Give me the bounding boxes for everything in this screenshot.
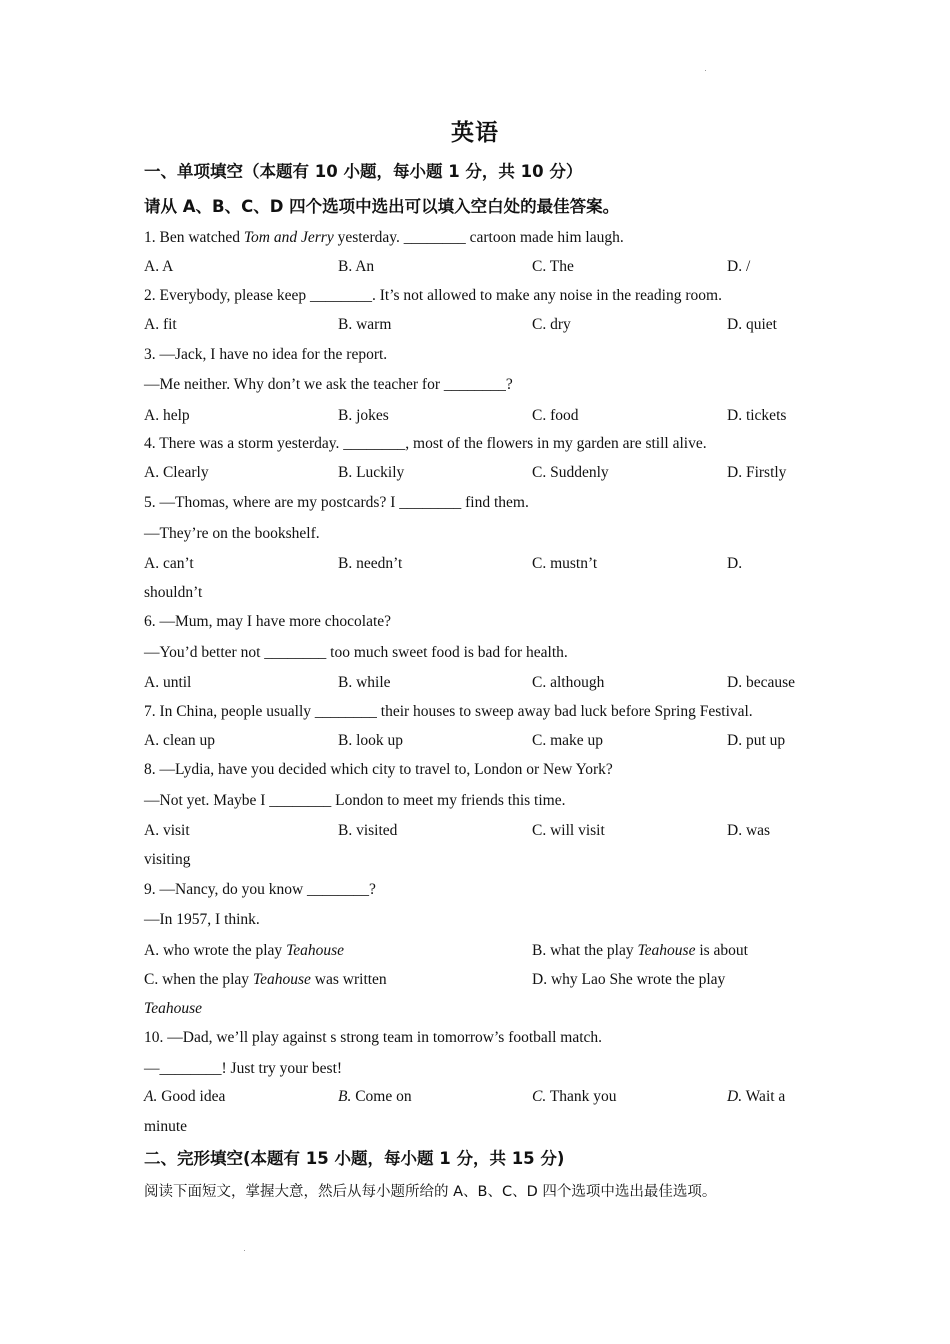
q8-stem-line2: —Not yet. Maybe I ________ London to meet my friends this time. — [144, 792, 566, 809]
section2-instruction: 阅读下面短文，掌握大意，然后从每小题所给的 A、B、C、D 四个选项中选出最佳选项。 — [144, 1184, 717, 1200]
q9-option-a: A. who wrote the play Teahouse — [144, 942, 345, 959]
q6-stem-line2: —You’d better not ________ too much sweet food is bad for health. — [144, 644, 568, 661]
q4-stem: 4. There was a storm yesterday. ________, most of the flowers in my garden are still alive. — [144, 435, 707, 452]
q1-option-c: C. The — [532, 258, 574, 275]
q5-option-c: C. mustn’t — [532, 555, 598, 572]
q2-option-b: B. warm — [338, 316, 392, 333]
q3-option-a: A. help — [144, 407, 190, 424]
q2-option-d: D. quiet — [727, 316, 777, 333]
q4-option-b: B. Luckily — [338, 464, 405, 481]
q1-option-d: D. / — [727, 258, 751, 275]
q4-option-d: D. Firstly — [727, 464, 787, 481]
q4-option-c: C. Suddenly — [532, 464, 609, 481]
q8-stem-line1: 8. —Lydia, have you decided which city to travel to, London or New York? — [144, 761, 613, 778]
q2-option-a: A. fit — [144, 316, 177, 333]
q3-stem-line2: —Me neither. Why don’t we ask the teacher for ________? — [144, 376, 513, 393]
page-title: 英语 — [451, 120, 499, 146]
q1-option-a: A. A — [144, 258, 174, 275]
q5-option-a: A. can’t — [144, 555, 194, 572]
q10-option-d: D. Wait a — [727, 1088, 786, 1105]
q10-option-c: C. Thank you — [532, 1088, 617, 1105]
q6-option-a: A. until — [144, 674, 192, 691]
q5-option-d-continued: shouldn’t — [144, 584, 203, 601]
q6-option-c: C. although — [532, 674, 605, 691]
q6-option-b: B. while — [338, 674, 391, 691]
q10-stem-line1: 10. —Dad, we’ll play against s strong team in tomorrow’s football match. — [144, 1029, 603, 1046]
q7-option-c: C. make up — [532, 732, 604, 749]
section1-heading: 一、单项填空（本题有 10 小题，每小题 1 分，共 10 分） — [144, 162, 583, 181]
q3-stem-line1: 3. —Jack, I have no idea for the report. — [144, 346, 388, 363]
scan-dot-top — [705, 70, 706, 71]
q6-stem-line1: 6. —Mum, may I have more chocolate? — [144, 613, 392, 630]
q7-option-d: D. put up — [727, 732, 786, 749]
q2-stem: 2. Everybody, please keep ________. It’s not allowed to make any noise in the reading room. — [144, 287, 722, 304]
q9-option-d: D. why Lao She wrote the play — [532, 971, 726, 988]
q10-option-d-continued: minute — [144, 1118, 188, 1135]
q7-stem: 7. In China, people usually ________ their houses to sweep away bad luck before Spring Festival. — [144, 703, 753, 720]
q8-option-d: D. was — [727, 822, 771, 839]
q1-option-b: B. An — [338, 258, 375, 275]
q9-stem-line1: 9. —Nancy, do you know ________? — [144, 881, 376, 898]
q2-option-c: C. dry — [532, 316, 571, 333]
q5-stem-line1: 5. —Thomas, where are my postcards? I ________ find them. — [144, 494, 529, 511]
q8-option-d-continued: visiting — [144, 851, 191, 868]
q5-option-b: B. needn’t — [338, 555, 403, 572]
section1-instruction: 请从 A、B、C、D 四个选项中选出可以填入空白处的最佳答案。 — [144, 197, 620, 216]
q9-option-c: C. when the play Teahouse was written — [144, 971, 387, 988]
q7-option-a: A. clean up — [144, 732, 216, 749]
q9-option-b: B. what the play Teahouse is about — [532, 942, 748, 959]
q9-option-d-continued: Teahouse — [144, 1000, 202, 1017]
q7-option-b: B. look up — [338, 732, 404, 749]
q8-option-a: A. visit — [144, 822, 190, 839]
q5-option-d: D. — [727, 555, 743, 572]
q10-stem-line2: —________! Just try your best! — [144, 1060, 343, 1077]
q10-option-b: B. Come on — [338, 1088, 412, 1105]
q5-stem-line2: —They’re on the bookshelf. — [144, 525, 320, 542]
q3-option-b: B. jokes — [338, 407, 389, 424]
section2-heading: 二、完形填空(本题有 15 小题，每小题 1 分，共 15 分) — [144, 1149, 565, 1168]
q10-option-a: A. Good idea — [144, 1088, 226, 1105]
q3-option-d: D. tickets — [727, 407, 787, 424]
q4-option-a: A. Clearly — [144, 464, 209, 481]
q9-stem-line2: —In 1957, I think. — [144, 911, 260, 928]
q8-option-c: C. will visit — [532, 822, 605, 839]
q6-option-d: D. because — [727, 674, 795, 691]
q1-stem: 1. Ben watched Tom and Jerry yesterday. ________ cartoon made him laugh. — [144, 229, 624, 246]
scan-dot-bottom — [244, 1250, 245, 1251]
q3-option-c: C. food — [532, 407, 579, 424]
q8-option-b: B. visited — [338, 822, 398, 839]
